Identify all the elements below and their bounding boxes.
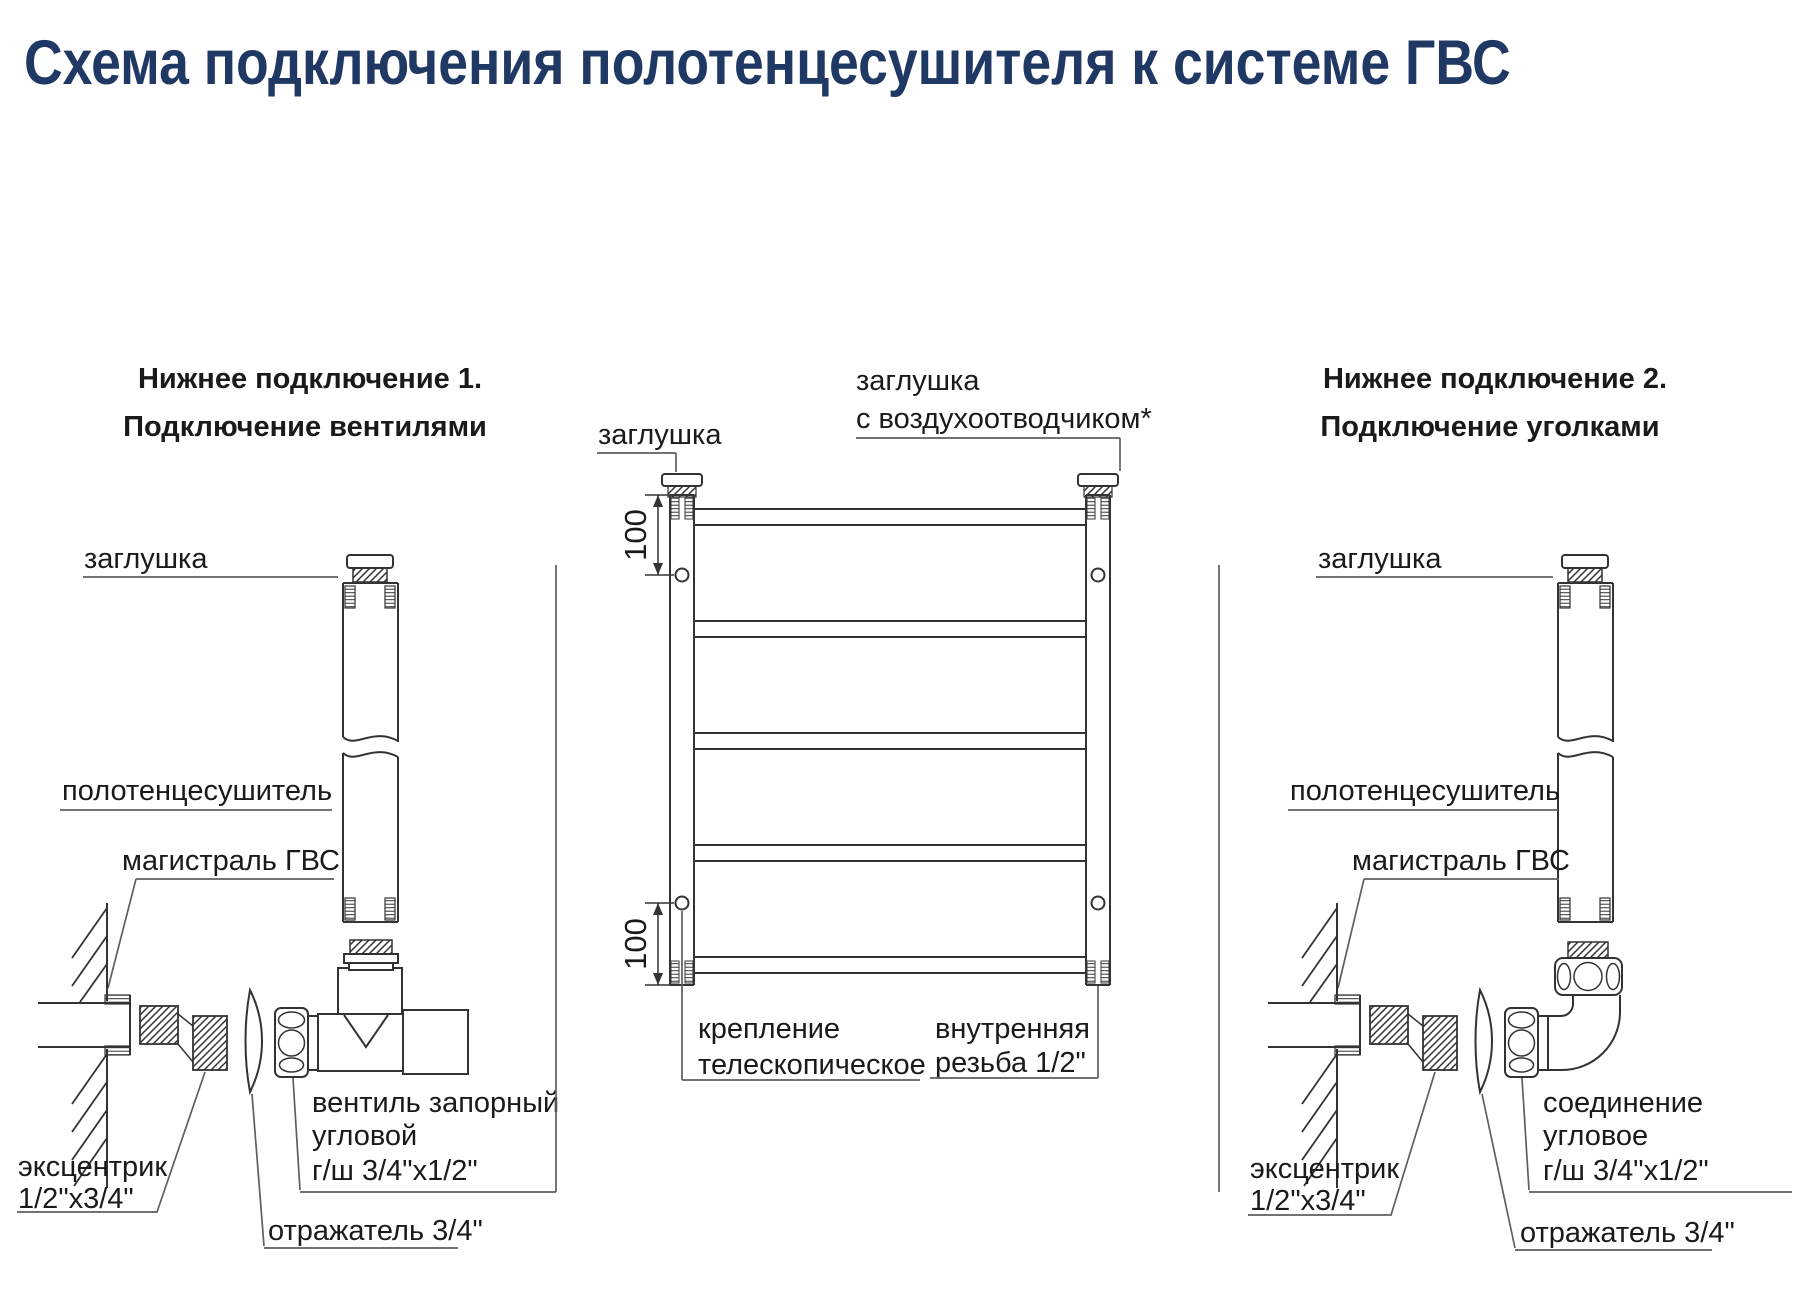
right-towel-rail-label: полотенцесушитель (1290, 775, 1561, 807)
right-supply-pipe (1268, 995, 1360, 1055)
right-plug-icon (1562, 555, 1608, 582)
center-rail-posts (670, 495, 1110, 985)
right-eccentric-icon (1370, 1006, 1457, 1070)
center-thread-label-line1: внутренняя (935, 1013, 1090, 1045)
right-hws-main-label: магистраль ГВС (1352, 845, 1570, 877)
center-diagram (597, 365, 1152, 1081)
right-hws-main-leader (1338, 879, 1559, 988)
left-heading-line2: Подключение вентилями (123, 411, 487, 443)
left-reflector-label: отражатель 3/4" (268, 1215, 483, 1247)
right-heading-line1: Нижнее подключение 2. (1322, 363, 1668, 395)
center-airvent-leader (856, 438, 1120, 471)
left-valve-label-line1: вентиль запорный (312, 1087, 560, 1119)
center-dim-bottom (618, 903, 674, 985)
right-reflector-label: отражатель 3/4" (1520, 1217, 1735, 1249)
center-airvent-label-line1: заглушка (856, 365, 980, 397)
center-rail-rungs (694, 509, 1086, 973)
left-hws-main-label: магистраль ГВС (122, 845, 340, 877)
center-mount-label-line2: телескопическое (698, 1049, 926, 1081)
left-plug-label: заглушка (84, 543, 208, 575)
right-elbow-label-line2: угловое (1543, 1120, 1649, 1152)
center-mount-label-line1: крепление (698, 1013, 841, 1045)
left-towel-rail-pipe (343, 583, 398, 922)
center-plug-label: заглушка (598, 419, 722, 451)
left-eccentric-label-line2: 1/2"x3/4" (18, 1183, 134, 1215)
left-wall (72, 903, 107, 1188)
center-plug-left-icon (662, 474, 702, 497)
left-hws-main-leader (108, 879, 334, 988)
left-supply-pipe (38, 995, 130, 1055)
left-valve-label-line3: г/ш 3/4"x1/2" (312, 1155, 478, 1187)
left-diagram (17, 363, 559, 1248)
center-mount-holes (676, 569, 1105, 910)
left-heading-line1: Нижнее подключение 1. (137, 363, 483, 395)
center-thread-label-line2: резьба 1/2" (935, 1047, 1086, 1079)
right-elbow-label-line3: г/ш 3/4"x1/2" (1543, 1155, 1709, 1187)
right-eccentric-label-line1: эксцентрик (1250, 1153, 1400, 1185)
center-dim-top (618, 495, 674, 575)
right-wall (1302, 903, 1337, 1188)
right-eccentric-label-line2: 1/2"x3/4" (1250, 1185, 1366, 1217)
center-dim-bottom-value: 100 (618, 918, 653, 970)
right-reflector-icon (1476, 990, 1493, 1092)
left-plug-icon (347, 555, 393, 582)
left-valve-label-line2: угловой (312, 1120, 418, 1152)
right-plug-label: заглушка (1318, 543, 1442, 575)
right-diagram (1219, 363, 1792, 1250)
right-elbow-icon (1505, 942, 1622, 1077)
center-plug-leader (597, 453, 676, 472)
left-reflector-icon (246, 990, 263, 1092)
left-towel-rail-label: полотенцесушитель (62, 775, 333, 807)
center-airvent-label-line2: с воздухоотводчиком* (856, 403, 1152, 435)
right-elbow-label-line1: соединение (1543, 1087, 1704, 1119)
left-valve-icon (275, 940, 468, 1077)
left-eccentric-label-line1: эксцентрик (18, 1151, 168, 1183)
center-dim-top-value: 100 (618, 509, 653, 561)
center-plug-right-icon (1078, 474, 1118, 497)
page-title: Схема подключения полотенцесушителя к системе ГВС (24, 27, 1511, 99)
right-heading-line2: Подключение уголками (1320, 411, 1660, 443)
left-eccentric-icon (140, 1006, 227, 1070)
